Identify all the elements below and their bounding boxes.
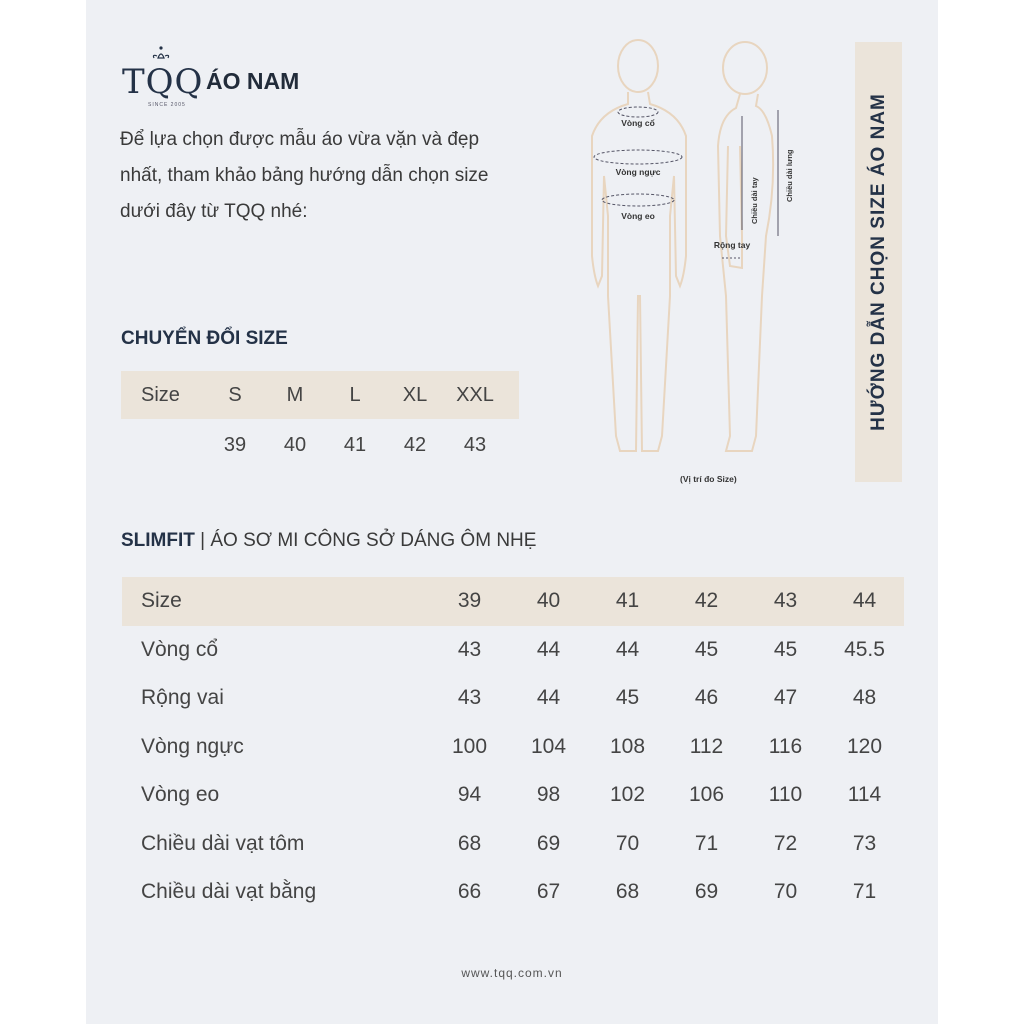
cell: 71 xyxy=(694,831,719,855)
cell: 45 xyxy=(615,686,640,710)
footer-url[interactable]: www.tqq.com.vn xyxy=(461,966,563,980)
cell: 112 xyxy=(689,734,724,758)
slimfit-title-bold: SLIMFIT xyxy=(121,530,195,551)
conversion-table xyxy=(121,371,519,471)
conversion-label: Size xyxy=(141,383,180,406)
cell: 66 xyxy=(457,880,482,904)
cell: 68 xyxy=(457,831,482,855)
row-label: Chiều dài vạt bằng xyxy=(141,880,317,904)
cell: 43 xyxy=(457,686,482,710)
cell: 46 xyxy=(694,686,719,710)
cell: 114 xyxy=(847,783,882,807)
figure-caption: (Vị trí đo Size) xyxy=(680,474,737,484)
cell: 41 xyxy=(615,589,640,613)
cell: 47 xyxy=(773,686,798,710)
cell: 48 xyxy=(852,686,877,710)
front-head xyxy=(618,40,658,92)
measurement-figure xyxy=(580,36,820,486)
brand-logo xyxy=(122,44,202,114)
label-chest: Vòng ngực xyxy=(615,167,661,177)
cell: 43 xyxy=(457,637,482,661)
cell: 100 xyxy=(451,734,488,758)
cell: 44 xyxy=(852,589,877,613)
side-banner-title: HƯỚNG DẪN CHỌN SIZE ÁO NAM xyxy=(867,93,889,431)
waist-measure-line xyxy=(602,194,674,206)
table-row xyxy=(122,868,904,917)
cell: 45 xyxy=(773,637,798,661)
cell: 44 xyxy=(615,637,640,661)
size-letter: L xyxy=(349,383,361,406)
lotus-icon xyxy=(144,44,224,64)
front-body xyxy=(592,92,686,451)
cell: 120 xyxy=(846,734,883,758)
neck-measure-line xyxy=(618,107,658,117)
size-number: 39 xyxy=(223,433,247,456)
row-label: Vòng eo xyxy=(141,783,220,807)
intro-text: Để lựa chọn được mẫu áo vừa vặn và đẹp nhất, tham khảo bảng hướng dẫn chọn size dưới đây từ TQQ nhé: xyxy=(120,129,489,222)
cell: 70 xyxy=(615,831,640,855)
table-row xyxy=(122,674,904,723)
size-number: 42 xyxy=(403,433,427,456)
cell: 44 xyxy=(536,637,561,661)
cell: 106 xyxy=(688,783,725,807)
table-row xyxy=(122,723,904,772)
cell: 39 xyxy=(457,589,482,613)
cell: 98 xyxy=(536,783,561,807)
cell: 44 xyxy=(536,686,561,710)
cell: 72 xyxy=(773,831,798,855)
label-neck: Vòng cổ xyxy=(621,118,655,128)
size-number: 40 xyxy=(283,433,307,456)
page-heading: ÁO NAM xyxy=(206,68,300,94)
cell: 73 xyxy=(852,831,877,855)
cell: 104 xyxy=(530,734,567,758)
slimfit-table xyxy=(122,577,904,917)
label-waist: Vòng eo xyxy=(621,211,655,221)
size-letter: M xyxy=(286,383,304,406)
cell: 42 xyxy=(694,589,719,613)
size-letter: XL xyxy=(402,383,428,406)
logo-since: SINCE 2005 xyxy=(148,102,186,108)
cell: 68 xyxy=(615,880,640,904)
logo-text: TQQ xyxy=(122,62,204,102)
conversion-number-row xyxy=(121,419,519,471)
cell: 102 xyxy=(609,783,646,807)
size-letter: S xyxy=(228,383,242,406)
row-label: Vòng ngực xyxy=(141,734,244,758)
cell: 69 xyxy=(536,831,561,855)
size-number: 41 xyxy=(343,433,367,456)
chest-measure-line xyxy=(594,150,682,164)
cell: 116 xyxy=(768,734,803,758)
label-sleeve-length: Chiều dài tay xyxy=(750,177,759,224)
table-row xyxy=(122,577,904,626)
cell: 43 xyxy=(773,589,798,613)
label-back-length: Chiều dài lưng xyxy=(785,149,794,202)
side-banner xyxy=(855,42,902,482)
table-row xyxy=(122,820,904,869)
cell: 71 xyxy=(852,880,877,904)
cell: 45.5 xyxy=(844,637,885,661)
cell: 40 xyxy=(536,589,561,613)
size-number: 43 xyxy=(463,433,487,456)
conversion-title: CHUYỂN ĐỔI SIZE xyxy=(121,328,288,349)
label-sleeve-width: Rộng tay xyxy=(713,240,751,250)
row-label: Chiều dài vạt tôm xyxy=(141,831,305,855)
cell: 45 xyxy=(694,637,719,661)
cell: 67 xyxy=(536,880,561,904)
cell: 110 xyxy=(768,783,803,807)
conversion-header-row xyxy=(121,371,519,419)
slimfit-title-rest: | ÁO SƠ MI CÔNG SỞ DÁNG ÔM NHẸ xyxy=(194,530,537,551)
row-label: Vòng cổ xyxy=(141,637,219,661)
cell: 69 xyxy=(694,880,719,904)
side-head xyxy=(723,42,767,94)
cell: 108 xyxy=(609,734,646,758)
side-body xyxy=(718,94,773,451)
size-letter: XXL xyxy=(456,383,494,406)
slimfit-title xyxy=(121,530,536,552)
table-row xyxy=(122,626,904,675)
row-label: Rộng vai xyxy=(141,686,224,710)
cell: 70 xyxy=(773,880,798,904)
table-row xyxy=(122,771,904,820)
cell: 94 xyxy=(457,783,482,807)
row-label: Size xyxy=(141,589,182,613)
